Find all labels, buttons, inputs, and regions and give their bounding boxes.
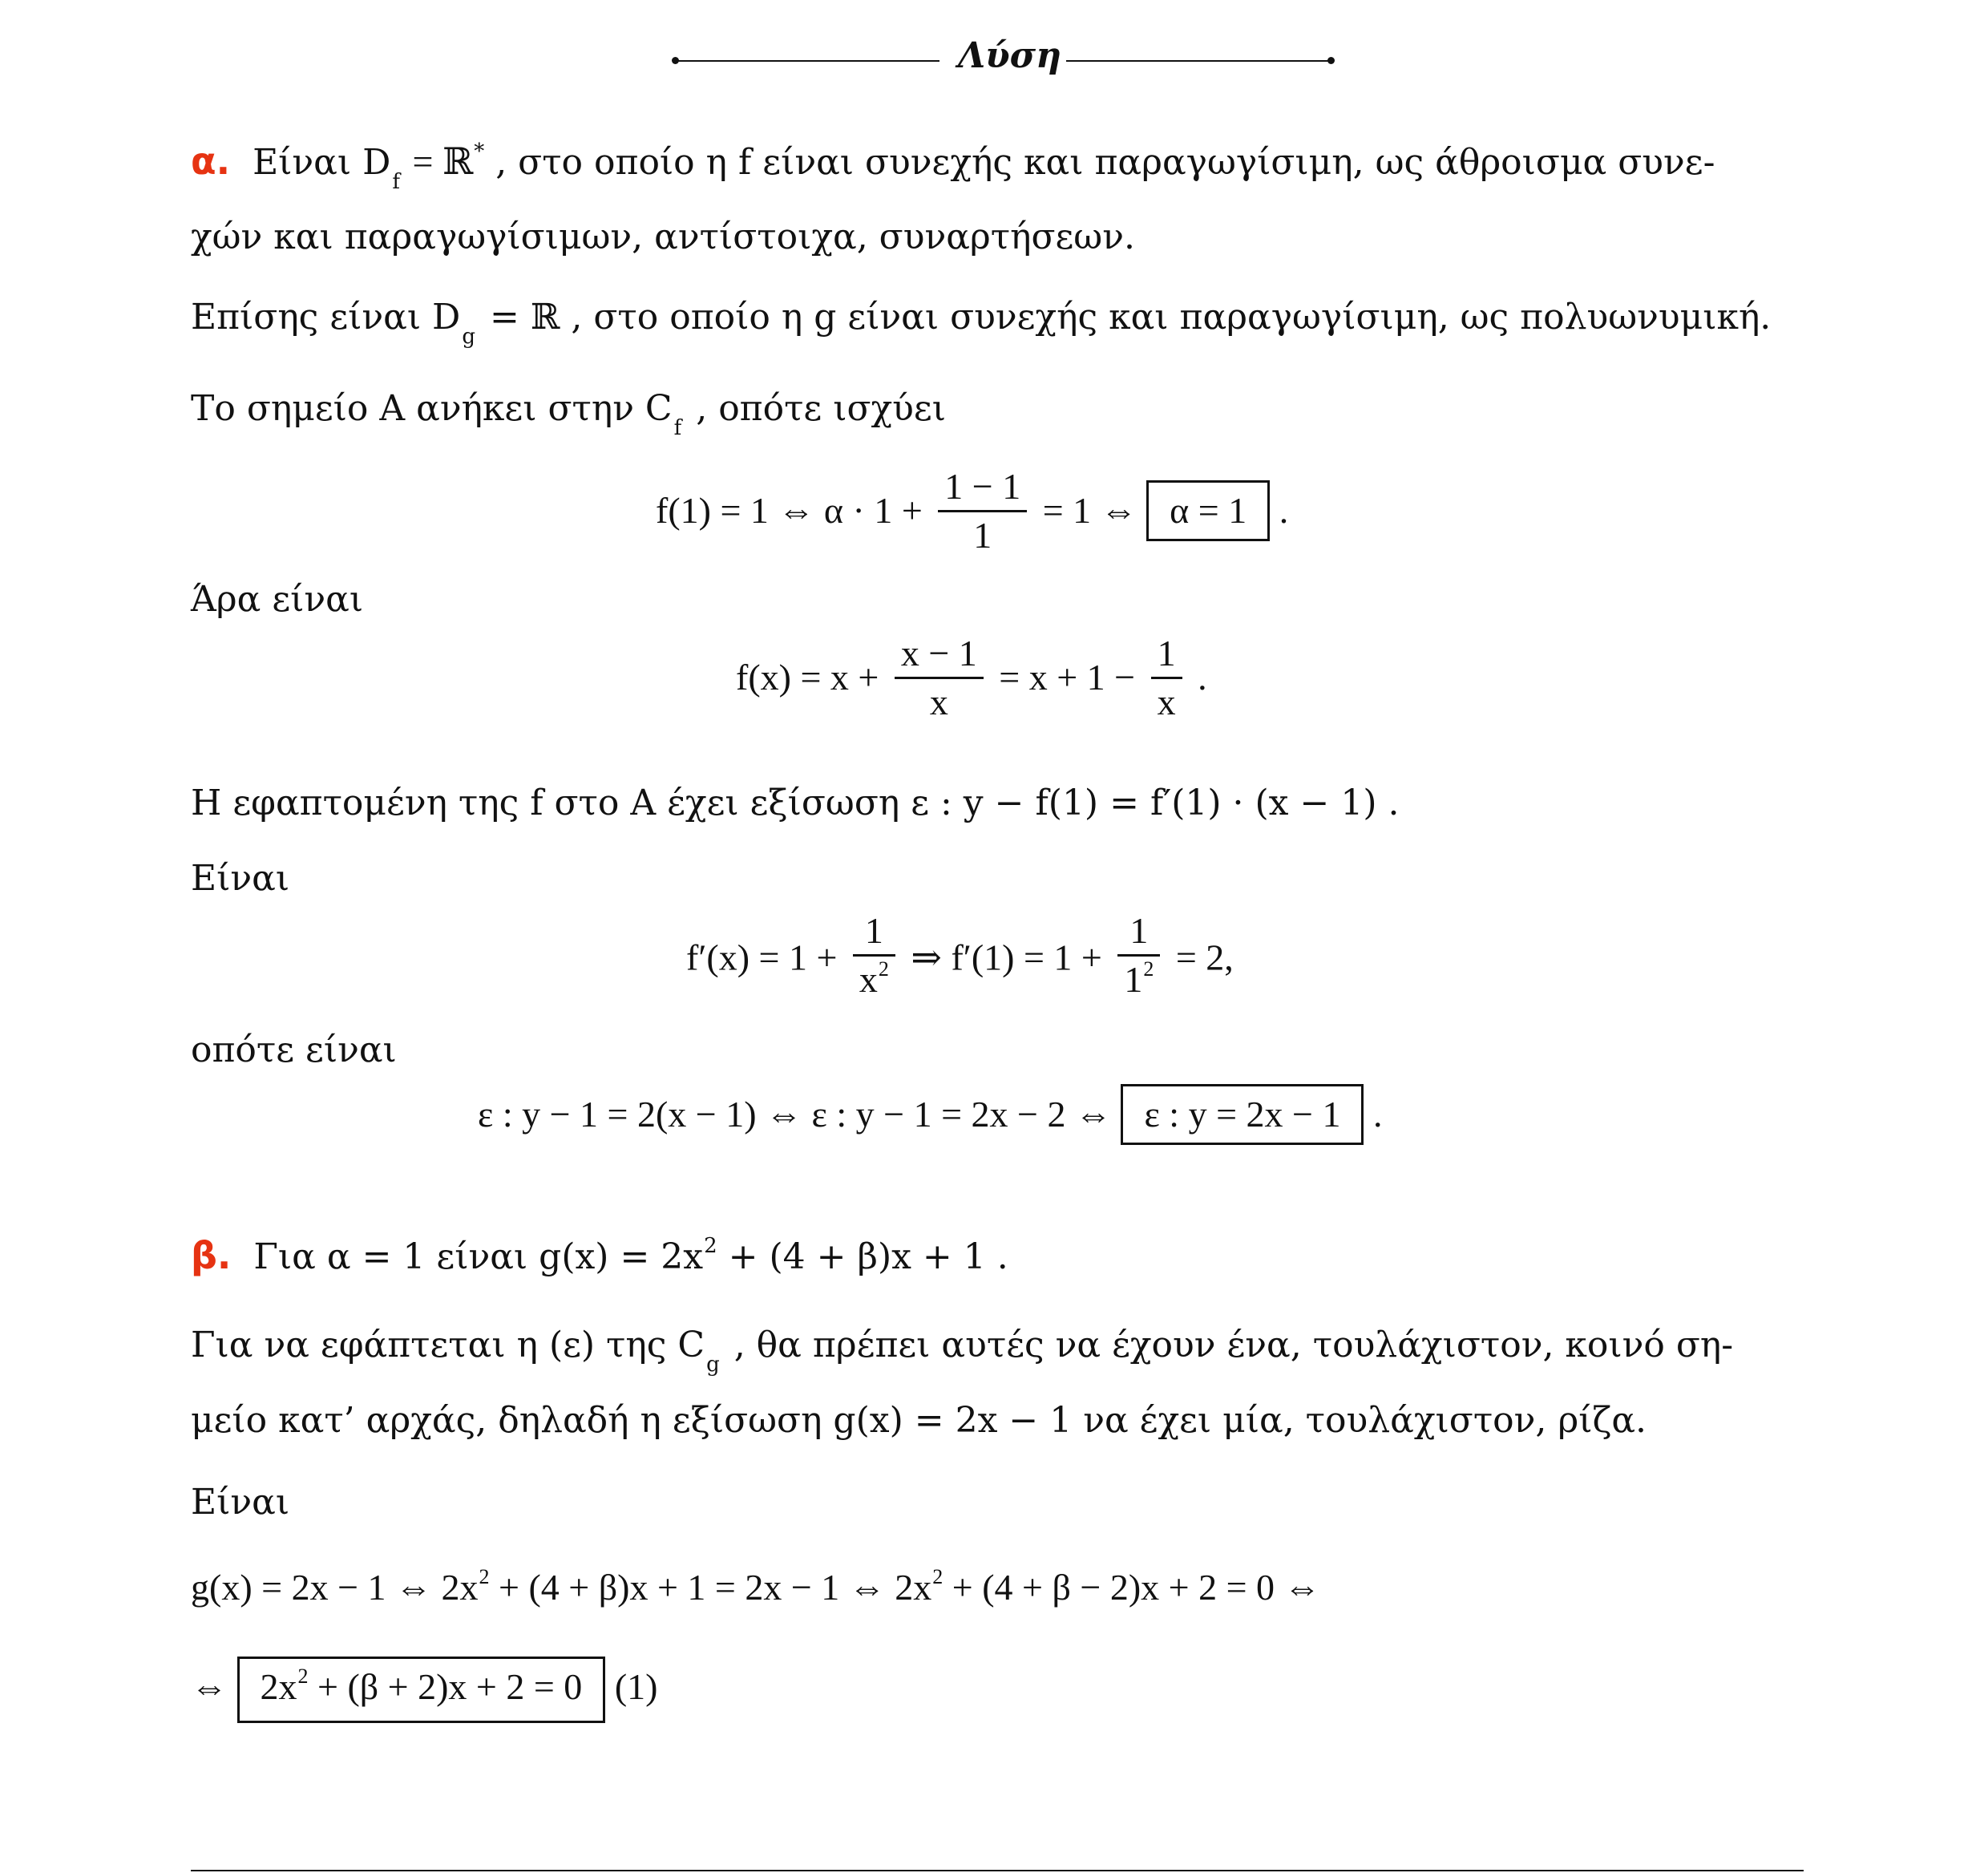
- math-segment: g(x) = 2x − 1 ⇔ 2x: [191, 1567, 479, 1608]
- denominator-base: x: [859, 959, 878, 1000]
- math-segment: + (4 + β − 2)x + 2 = 0 ⇔: [943, 1567, 1321, 1608]
- numerator: x − 1: [895, 630, 984, 679]
- fraction: [895, 630, 984, 726]
- boxed-result: [237, 1657, 606, 1723]
- fraction: [938, 463, 1027, 559]
- equation-3: [686, 911, 1234, 1012]
- math-segment: f′(x) = 1 +: [686, 936, 847, 978]
- subscript: f: [392, 170, 401, 194]
- text-segment: , οπότε ισχύει: [685, 388, 946, 429]
- fraction: [853, 908, 895, 1009]
- superscript: 2: [297, 1665, 309, 1688]
- superscript: 2: [932, 1565, 943, 1588]
- section-a-line-5: Άρα είναι: [191, 579, 364, 620]
- math-segment: f(x) = x +: [736, 657, 888, 698]
- superscript: 2: [704, 1234, 717, 1258]
- header-right-dot: [1327, 57, 1335, 64]
- text-segment: Το σημείο Α ανήκει στην C: [191, 388, 673, 429]
- text-segment: + (4 + β)x + 1 .: [717, 1236, 1008, 1277]
- numerator: 1 − 1: [938, 463, 1027, 512]
- section-b-line-4: Είναι: [191, 1482, 290, 1523]
- math-segment: (1): [605, 1666, 658, 1707]
- section-a-line-4: [191, 386, 946, 440]
- math-segment: 2x: [260, 1666, 297, 1707]
- equation-1: [656, 467, 1288, 562]
- math-segment: = 1 ⇔: [1033, 490, 1147, 532]
- denominator: x: [1157, 682, 1176, 722]
- section-a-line-7: Είναι: [191, 858, 290, 899]
- section-a-line-1: [191, 138, 1715, 194]
- math-segment: = ℝ: [403, 141, 474, 182]
- section-b-line-2: [191, 1323, 1734, 1377]
- text-segment: = ℝ , στο οποίο η g είναι συνεχής και παραγωγίσιμη, ως πολυωνυμική.: [479, 297, 1772, 338]
- equation-5: [191, 1564, 1321, 1617]
- math-segment: f(1) = 1 ⇔ α · 1 +: [656, 490, 932, 532]
- section-a-marker: α.: [191, 140, 231, 183]
- fraction: [1151, 630, 1182, 726]
- denominator: x: [929, 682, 948, 722]
- subscript: g: [462, 325, 475, 349]
- text-segment: , στο οποίο η f είναι συνεχής και παραγωγίσιμη, ως άθροισμα συνε-: [484, 142, 1715, 183]
- text-segment: Για να εφάπτεται η (ε) της C: [191, 1325, 705, 1365]
- header-right-rule: [1066, 60, 1331, 62]
- denominator: [853, 957, 895, 1009]
- numerator: 1: [1117, 908, 1160, 957]
- math-segment: + (4 + β)x + 1 = 2x − 1 ⇔ 2x: [489, 1567, 932, 1608]
- text-segment: Για α = 1 είναι g(x) = 2x: [253, 1236, 704, 1277]
- section-b-marker: β.: [191, 1234, 232, 1277]
- equation-2: [736, 633, 1207, 729]
- section-a-line-2: χών και παραγωγίσιμων, αντίστοιχα, συναρτήσεων.: [191, 216, 1135, 257]
- text-segment: Είναι D: [253, 142, 391, 183]
- text-segment: , θα πρέπει αυτές να έχουν ένα, τουλάχιστον, κοινό ση-: [722, 1325, 1734, 1365]
- section-a-line-8: οπότε είναι: [191, 1030, 397, 1070]
- superscript: 2: [878, 957, 889, 981]
- math-segment: = 2,: [1166, 936, 1234, 978]
- section-b-line-1: [191, 1233, 1008, 1284]
- fraction: [1117, 908, 1160, 1009]
- math-segment: .: [1364, 1094, 1383, 1135]
- section-a-line-3: [191, 295, 1772, 349]
- math-segment: ⇔: [191, 1666, 237, 1707]
- math-segment: = x + 1 −: [989, 657, 1145, 698]
- boxed-result: α = 1: [1146, 480, 1270, 541]
- math-segment: ε : y − 1 = 2(x − 1) ⇔ ε : y − 1 = 2x − 2 ⇔: [478, 1094, 1121, 1135]
- denominator: [1117, 957, 1160, 1009]
- text-segment: Επίσης είναι D: [191, 297, 461, 338]
- equation-4: [478, 1084, 1382, 1145]
- numerator: 1: [853, 908, 895, 957]
- numerator: 1: [1151, 630, 1182, 679]
- footer-rule: [191, 1870, 1804, 1871]
- equation-6: [191, 1657, 657, 1723]
- math-segment: .: [1188, 657, 1207, 698]
- section-a-line-6: Η εφαπτομένη της f στο Α έχει εξίσωση ε : y − f(1) = f′(1) · (x − 1) .: [191, 783, 1400, 823]
- math-segment: + (β + 2)x + 2 = 0: [308, 1666, 583, 1707]
- superscript: *: [474, 140, 485, 164]
- page-title: Λύση: [958, 35, 1062, 76]
- superscript: 2: [479, 1565, 490, 1588]
- superscript: 2: [1143, 957, 1154, 981]
- math-segment: ⇒ f′(1) = 1 +: [901, 936, 1112, 978]
- boxed-result: ε : y = 2x − 1: [1121, 1084, 1364, 1145]
- denominator-base: 1: [1124, 959, 1143, 1000]
- section-b-line-3: μείο κατ’ αρχάς, δηλαδή η εξίσωση g(x) = 2x − 1 να έχει μία, τουλάχιστον, ρίζα.: [191, 1400, 1647, 1441]
- denominator: 1: [973, 515, 992, 556]
- header-left-rule: [675, 60, 939, 62]
- math-segment: .: [1270, 490, 1289, 532]
- subscript: g: [706, 1353, 720, 1377]
- subscript: f: [673, 416, 682, 440]
